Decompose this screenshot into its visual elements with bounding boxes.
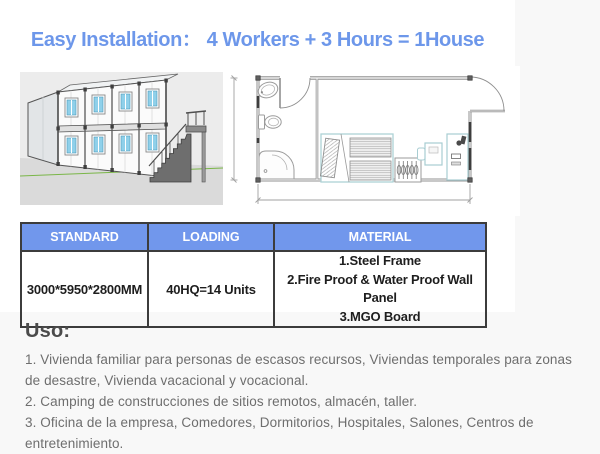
wardrobe: [395, 158, 421, 182]
building-3d-render: [20, 72, 223, 205]
cabinet: [447, 134, 468, 180]
loading-value: 40HQ=14 Units: [148, 251, 274, 327]
usage-item-1: 1. Vivienda familiar para personas de escasos recursos, Viviendas temporales para zonas de desastre, Vivienda vacacional y vocacional.: [25, 352, 572, 388]
material-value: [274, 251, 486, 327]
floor-plan-illustration: [228, 66, 520, 216]
floor-plan-drawing: [228, 66, 520, 216]
column-header-material: MATERIAL: [274, 223, 486, 251]
spec-table-row: [21, 251, 486, 327]
column-header-loading: LOADING: [148, 223, 274, 251]
material-line-2: 2.Fire Proof & Water Proof Wall Panel: [287, 271, 473, 305]
usage-heading: Uso:: [25, 320, 71, 342]
column-header-standard: STANDARD: [21, 223, 148, 251]
material-line-1: 1.Steel Frame: [339, 253, 421, 268]
usage-item-3: 3. Oficina de la empresa, Comedores, Dormitorios, Hospitales, Salones, Centros de entretenimiento.: [25, 415, 534, 451]
usage-section: [25, 320, 585, 454]
bed: [320, 134, 393, 182]
building-3d-illustration: [20, 72, 223, 205]
material-line-3: 3.MGO Board: [339, 308, 421, 324]
usage-item-2: 2. Camping de construcciones de sitios remotos, almacén, taller.: [25, 394, 418, 409]
spec-table: [20, 222, 487, 328]
spec-table-header-row: [21, 223, 486, 251]
toilet: [259, 115, 282, 129]
page-title: Easy Installation： 4 Workers + 3 Hours = 1House: [30, 29, 485, 51]
standard-value: 3000*5950*2800MM: [21, 251, 148, 327]
